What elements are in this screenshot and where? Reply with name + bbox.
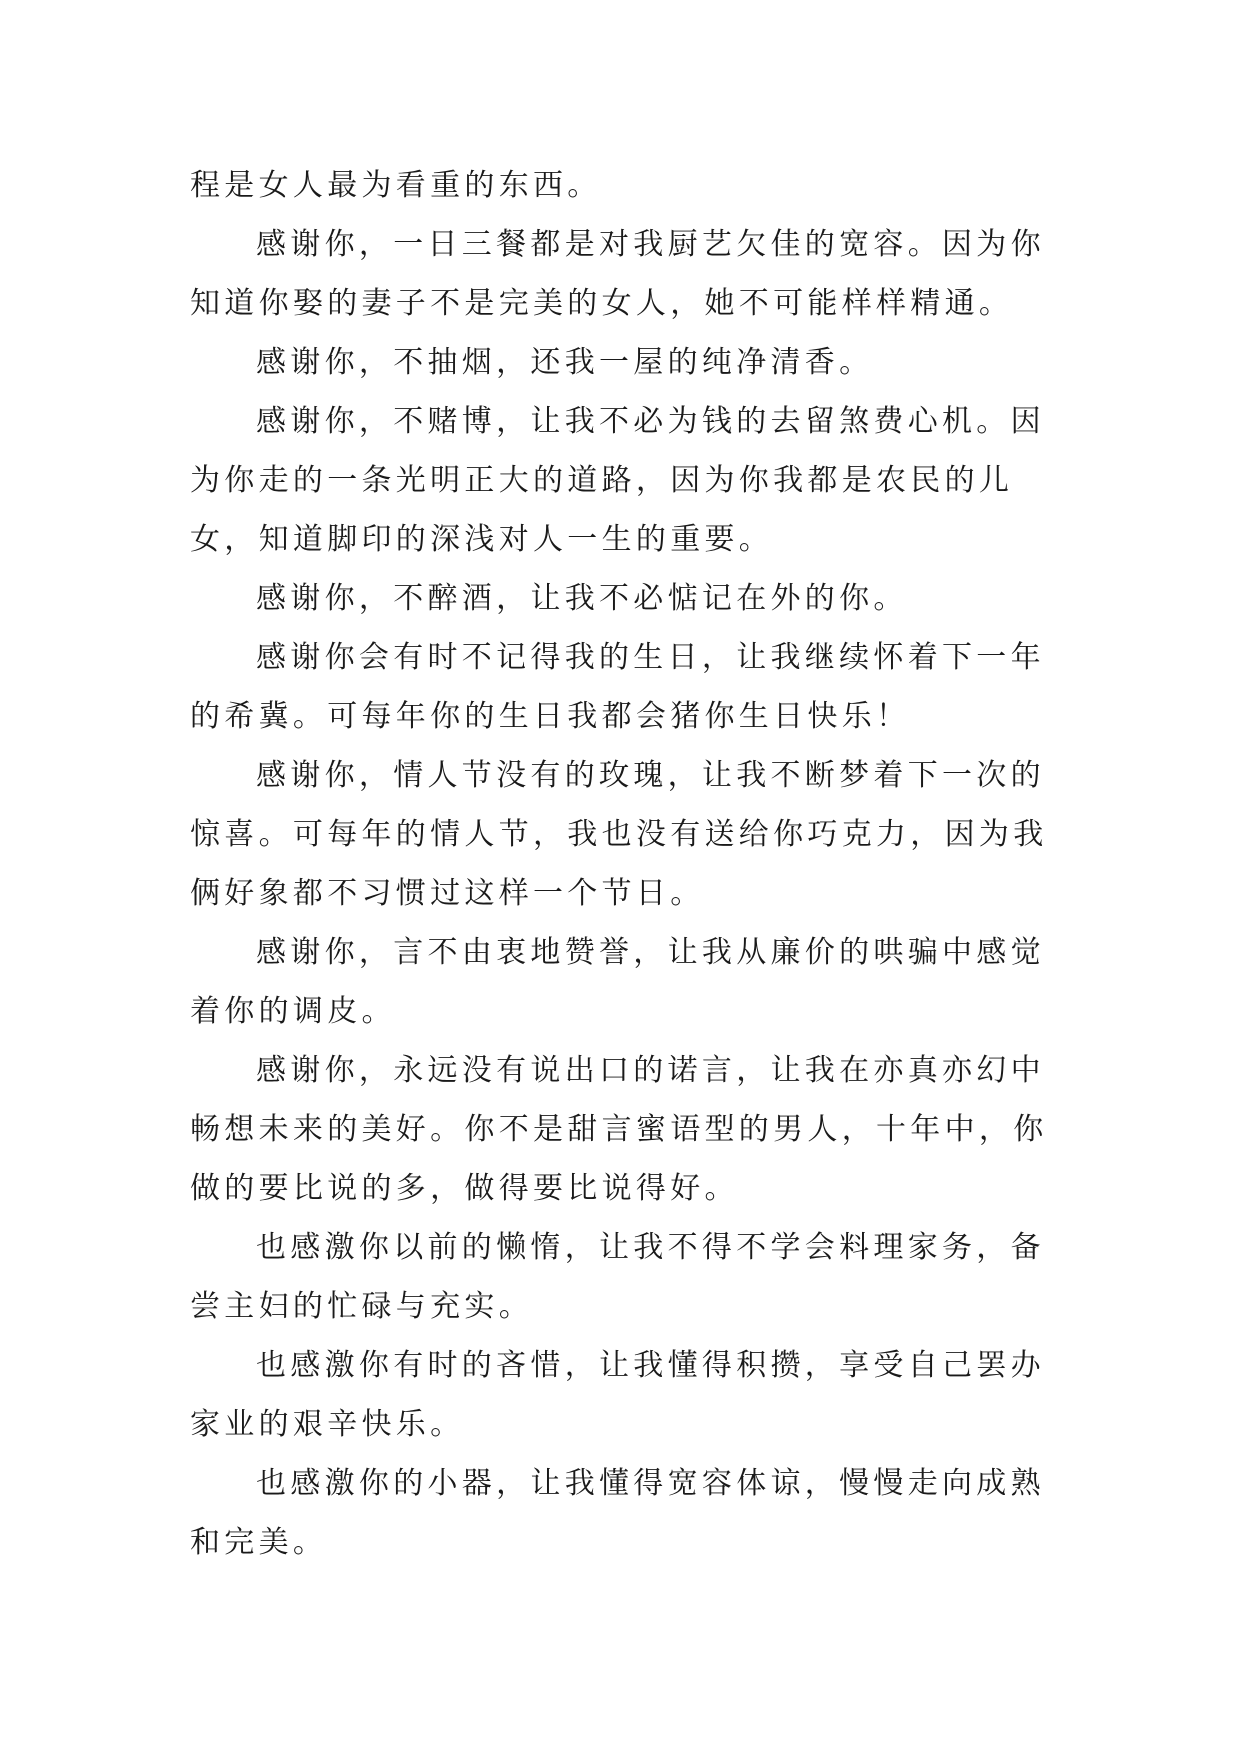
- paragraph: 感谢你，一日三餐都是对我厨艺欠佳的宽容。因为你知道你娶的妻子不是完美的女人，她不可能样样精通。: [190, 227, 1045, 321]
- paragraph: 也感激你以前的懒惰，让我不得不学会料理家务，备尝主妇的忙碌与充实。: [190, 1230, 1045, 1324]
- paragraph: 感谢你，不赌博，让我不必为钱的去留煞费心机。因为你走的一条光明正大的道路，因为你我都是农民的儿女，知道脚印的深浅对人一生的重要。: [190, 404, 1045, 557]
- paragraph: 感谢你，言不由衷地赞誉，让我从廉价的哄骗中感觉着你的调皮。: [190, 935, 1045, 1029]
- paragraph: 也感激你的小器，让我懂得宽容体谅，慢慢走向成熟和完美。: [190, 1466, 1045, 1560]
- paragraph: 程是女人最为看重的东西。: [190, 168, 602, 203]
- paragraph: 感谢你，情人节没有的玫瑰，让我不断梦着下一次的惊喜。可每年的情人节，我也没有送给你巧克力，因为我俩好象都不习惯过这样一个节日。: [190, 758, 1048, 911]
- paragraph: 感谢你会有时不记得我的生日，让我继续怀着下一年的希冀。可每年你的生日我都会猪你生日快乐！: [190, 640, 1045, 734]
- paragraph: 感谢你，永远没有说出口的诺言，让我在亦真亦幻中畅想未来的美好。你不是甜言蜜语型的男人，十年中，你做的要比说的多，做得要比说得好。: [190, 1053, 1048, 1206]
- paragraph: 感谢你，不醉酒，让我不必惦记在外的你。: [256, 581, 908, 616]
- paragraph: 也感激你有时的吝惜，让我懂得积攒，享受自己罢办家业的艰辛快乐。: [190, 1348, 1045, 1442]
- document-body: [190, 156, 1052, 1572]
- paragraph: 感谢你，不抽烟，还我一屋的纯净清香。: [256, 345, 874, 380]
